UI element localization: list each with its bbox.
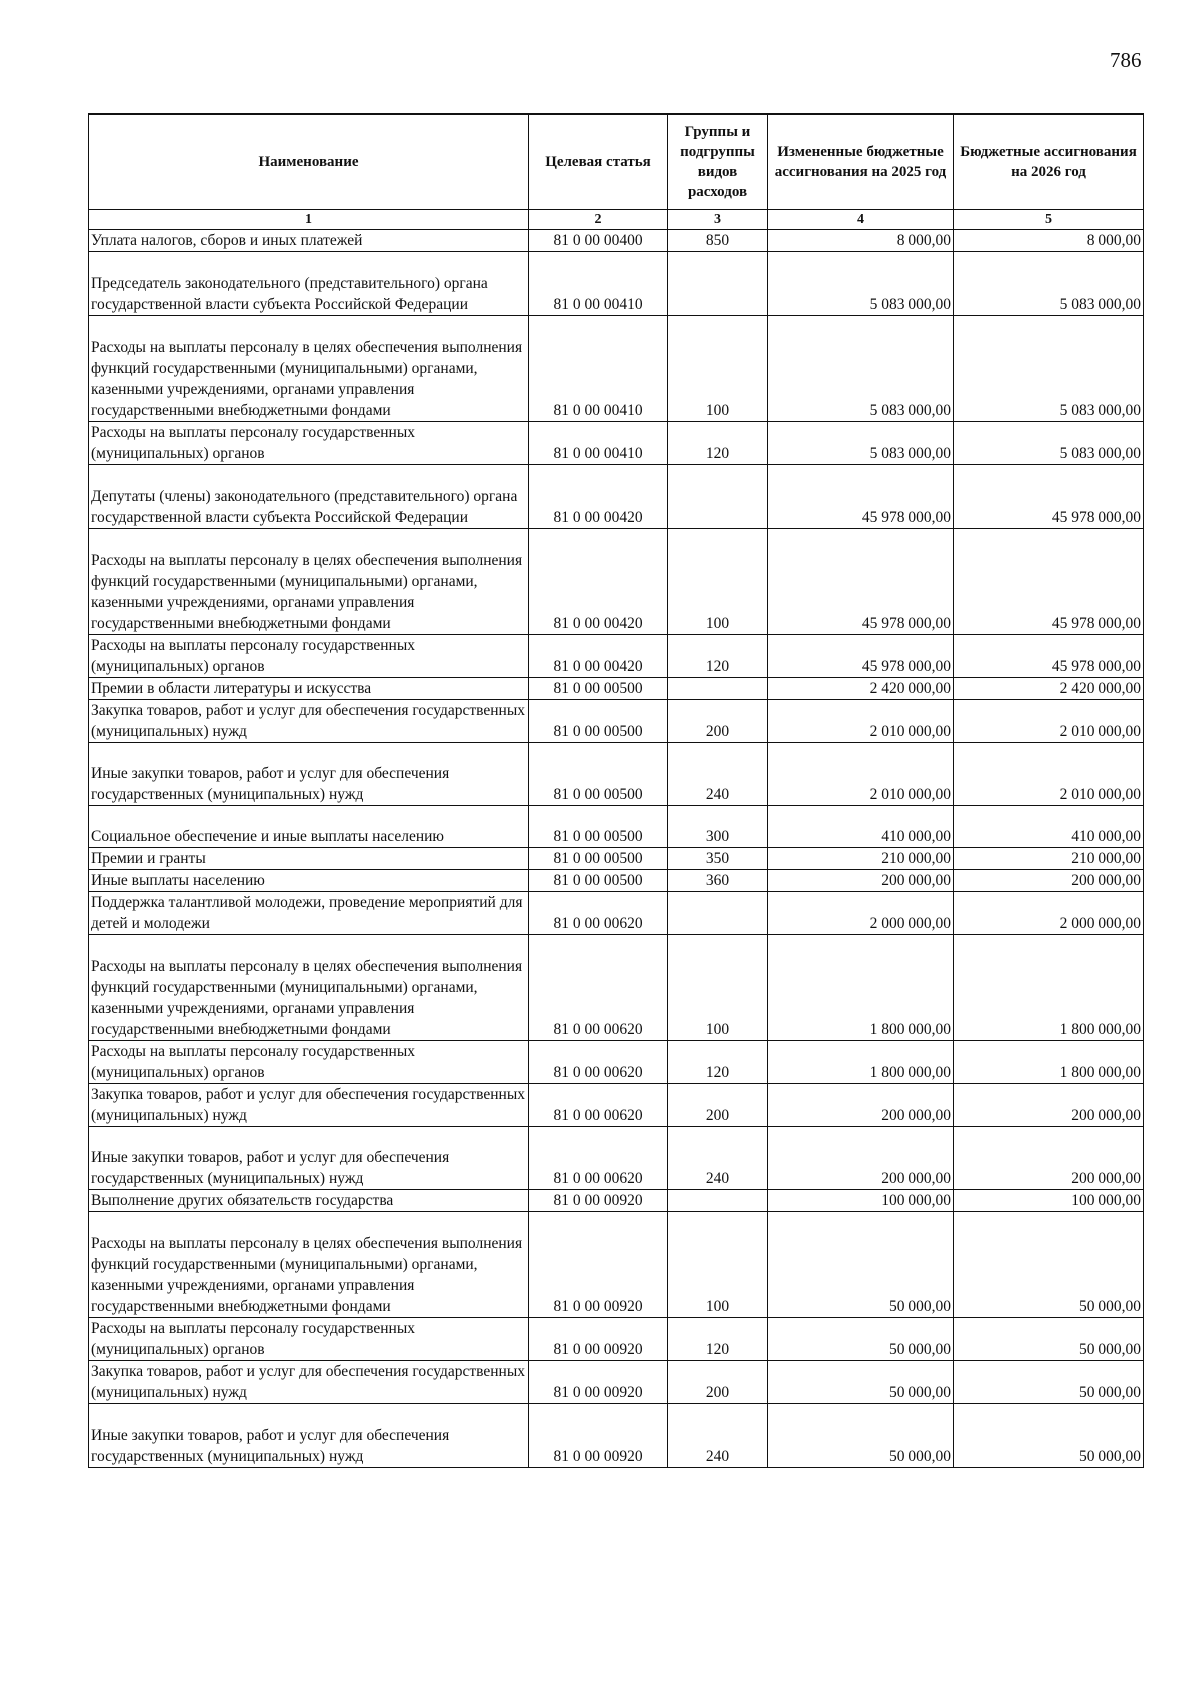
row-target-article: 81 0 00 00620 — [529, 892, 668, 935]
row-expense-group: 240 — [668, 1404, 768, 1468]
row-amount-2026: 2 420 000,00 — [954, 678, 1144, 700]
row-amount-2026: 5 083 000,00 — [954, 252, 1144, 316]
row-amount-2026: 50 000,00 — [954, 1404, 1144, 1468]
table-row — [89, 1084, 1144, 1127]
row-target-article: 81 0 00 00920 — [529, 1318, 668, 1361]
table-row — [89, 252, 1144, 316]
row-name: Расходы на выплаты персоналу государственных (муниципальных) органов — [89, 1041, 529, 1084]
column-number: 4 — [768, 210, 954, 230]
row-expense-group: 100 — [668, 529, 768, 635]
table-row — [89, 700, 1144, 743]
table-row — [89, 1190, 1144, 1212]
row-amount-2026: 2 010 000,00 — [954, 743, 1144, 806]
row-amount-2026: 100 000,00 — [954, 1190, 1144, 1212]
row-name: Расходы на выплаты персоналу государственных (муниципальных) органов — [89, 635, 529, 678]
row-amount-2026: 50 000,00 — [954, 1212, 1144, 1318]
header-row — [89, 114, 1144, 210]
row-amount-2025: 50 000,00 — [768, 1404, 954, 1468]
row-expense-group — [668, 678, 768, 700]
row-target-article: 81 0 00 00920 — [529, 1361, 668, 1404]
row-target-article: 81 0 00 00500 — [529, 743, 668, 806]
table-row — [89, 422, 1144, 465]
row-name: Расходы на выплаты персоналу в целях обеспечения выполнения функций государственными (муниципальными) органами, казенными учреждениями, органами управления государственными внебюджетными фондами — [89, 529, 529, 635]
table-row — [89, 230, 1144, 252]
row-amount-2026: 1 800 000,00 — [954, 1041, 1144, 1084]
row-name: Поддержка талантливой молодежи, проведение мероприятий для детей и молодежи — [89, 892, 529, 935]
row-amount-2026: 200 000,00 — [954, 1127, 1144, 1190]
row-amount-2026: 2 010 000,00 — [954, 700, 1144, 743]
table-row — [89, 1041, 1144, 1084]
column-number: 2 — [529, 210, 668, 230]
row-amount-2025: 2 010 000,00 — [768, 700, 954, 743]
row-amount-2025: 410 000,00 — [768, 806, 954, 848]
row-amount-2026: 5 083 000,00 — [954, 422, 1144, 465]
row-target-article: 81 0 00 00410 — [529, 422, 668, 465]
row-amount-2025: 45 978 000,00 — [768, 529, 954, 635]
row-target-article: 81 0 00 00420 — [529, 529, 668, 635]
row-expense-group — [668, 252, 768, 316]
row-target-article: 81 0 00 00400 — [529, 230, 668, 252]
column-number: 1 — [89, 210, 529, 230]
row-target-article: 81 0 00 00500 — [529, 806, 668, 848]
row-expense-group: 360 — [668, 870, 768, 892]
row-target-article: 81 0 00 00920 — [529, 1190, 668, 1212]
row-name: Расходы на выплаты персоналу в целях обеспечения выполнения функций государственными (муниципальными) органами, казенными учреждениями, органами управления государственными внебюджетными фондами — [89, 1212, 529, 1318]
table-row — [89, 1212, 1144, 1318]
budget-table — [88, 113, 1144, 1468]
column-number: 5 — [954, 210, 1144, 230]
table-row — [89, 870, 1144, 892]
header-amount-2026: Бюджетные ассигнования на 2026 год — [954, 114, 1144, 210]
row-amount-2025: 45 978 000,00 — [768, 465, 954, 529]
row-expense-group: 300 — [668, 806, 768, 848]
row-amount-2025: 8 000,00 — [768, 230, 954, 252]
row-amount-2026: 45 978 000,00 — [954, 635, 1144, 678]
row-amount-2025: 5 083 000,00 — [768, 316, 954, 422]
table-row — [89, 316, 1144, 422]
row-amount-2025: 1 800 000,00 — [768, 935, 954, 1041]
row-amount-2025: 200 000,00 — [768, 870, 954, 892]
table-row — [89, 935, 1144, 1041]
row-target-article: 81 0 00 00420 — [529, 465, 668, 529]
table-row — [89, 1318, 1144, 1361]
row-expense-group — [668, 892, 768, 935]
row-name: Иные закупки товаров, работ и услуг для обеспечения государственных (муниципальных) нужд — [89, 1127, 529, 1190]
table-row — [89, 848, 1144, 870]
row-target-article: 81 0 00 00620 — [529, 935, 668, 1041]
row-target-article: 81 0 00 00620 — [529, 1084, 668, 1127]
row-expense-group: 120 — [668, 422, 768, 465]
row-name: Уплата налогов, сборов и иных платежей — [89, 230, 529, 252]
header-name: Наименование — [89, 114, 529, 210]
row-amount-2026: 50 000,00 — [954, 1361, 1144, 1404]
row-name: Выполнение других обязательств государства — [89, 1190, 529, 1212]
row-expense-group: 200 — [668, 1084, 768, 1127]
table-row — [89, 465, 1144, 529]
row-name: Иные закупки товаров, работ и услуг для обеспечения государственных (муниципальных) нужд — [89, 1404, 529, 1468]
table-row — [89, 1404, 1144, 1468]
row-expense-group: 200 — [668, 1361, 768, 1404]
row-amount-2026: 200 000,00 — [954, 870, 1144, 892]
row-amount-2025: 100 000,00 — [768, 1190, 954, 1212]
row-name: Закупка товаров, работ и услуг для обеспечения государственных (муниципальных) нужд — [89, 700, 529, 743]
header-target-article: Целевая статья — [529, 114, 668, 210]
row-expense-group — [668, 465, 768, 529]
row-target-article: 81 0 00 00920 — [529, 1404, 668, 1468]
row-name: Депутаты (члены) законодательного (представительного) органа государственной власти субъекта Российской Федерации — [89, 465, 529, 529]
row-amount-2026: 200 000,00 — [954, 1084, 1144, 1127]
table-row — [89, 743, 1144, 806]
row-expense-group: 100 — [668, 935, 768, 1041]
row-amount-2025: 50 000,00 — [768, 1361, 954, 1404]
row-amount-2026: 5 083 000,00 — [954, 316, 1144, 422]
row-target-article: 81 0 00 00920 — [529, 1212, 668, 1318]
header-expense-groups: Группы и подгруппы видов расходов — [668, 114, 768, 210]
column-number-row — [89, 210, 1144, 230]
row-amount-2026: 45 978 000,00 — [954, 529, 1144, 635]
row-name: Закупка товаров, работ и услуг для обеспечения государственных (муниципальных) нужд — [89, 1084, 529, 1127]
row-amount-2025: 50 000,00 — [768, 1212, 954, 1318]
row-expense-group: 100 — [668, 316, 768, 422]
row-amount-2025: 2 420 000,00 — [768, 678, 954, 700]
row-amount-2025: 1 800 000,00 — [768, 1041, 954, 1084]
header-amount-2025: Измененные бюджетные ассигнования на 2025 год — [768, 114, 954, 210]
row-expense-group: 100 — [668, 1212, 768, 1318]
row-target-article: 81 0 00 00410 — [529, 316, 668, 422]
row-amount-2025: 2 010 000,00 — [768, 743, 954, 806]
row-name: Расходы на выплаты персоналу в целях обеспечения выполнения функций государственными (муниципальными) органами, казенными учреждениями, органами управления государственными внебюджетными фондами — [89, 935, 529, 1041]
row-name: Премии в области литературы и искусства — [89, 678, 529, 700]
page-number: 786 — [1110, 48, 1142, 72]
table-row — [89, 892, 1144, 935]
row-amount-2025: 5 083 000,00 — [768, 252, 954, 316]
row-amount-2026: 50 000,00 — [954, 1318, 1144, 1361]
row-expense-group: 850 — [668, 230, 768, 252]
row-name: Расходы на выплаты персоналу государственных (муниципальных) органов — [89, 1318, 529, 1361]
row-expense-group: 240 — [668, 1127, 768, 1190]
row-expense-group: 200 — [668, 700, 768, 743]
row-expense-group: 350 — [668, 848, 768, 870]
row-target-article: 81 0 00 00500 — [529, 870, 668, 892]
row-target-article: 81 0 00 00420 — [529, 635, 668, 678]
row-amount-2025: 200 000,00 — [768, 1084, 954, 1127]
table-row — [89, 678, 1144, 700]
table-row — [89, 529, 1144, 635]
row-target-article: 81 0 00 00500 — [529, 848, 668, 870]
row-amount-2026: 2 000 000,00 — [954, 892, 1144, 935]
row-amount-2025: 45 978 000,00 — [768, 635, 954, 678]
table-body — [89, 230, 1144, 1468]
row-name: Иные выплаты населению — [89, 870, 529, 892]
row-amount-2025: 210 000,00 — [768, 848, 954, 870]
row-name: Председатель законодательного (представительного) органа государственной власти субъекта Российской Федерации — [89, 252, 529, 316]
row-name: Расходы на выплаты персоналу в целях обеспечения выполнения функций государственными (муниципальными) органами, казенными учреждениями, органами управления государственными внебюджетными фондами — [89, 316, 529, 422]
row-expense-group: 240 — [668, 743, 768, 806]
table-header — [89, 114, 1144, 230]
row-expense-group: 120 — [668, 1318, 768, 1361]
row-expense-group: 120 — [668, 1041, 768, 1084]
row-amount-2026: 8 000,00 — [954, 230, 1144, 252]
column-number: 3 — [668, 210, 768, 230]
row-amount-2025: 5 083 000,00 — [768, 422, 954, 465]
row-target-article: 81 0 00 00620 — [529, 1041, 668, 1084]
row-amount-2025: 200 000,00 — [768, 1127, 954, 1190]
row-target-article: 81 0 00 00500 — [529, 678, 668, 700]
row-name: Премии и гранты — [89, 848, 529, 870]
row-target-article: 81 0 00 00500 — [529, 700, 668, 743]
row-name: Социальное обеспечение и иные выплаты населению — [89, 806, 529, 848]
row-target-article: 81 0 00 00620 — [529, 1127, 668, 1190]
row-amount-2025: 50 000,00 — [768, 1318, 954, 1361]
table-row — [89, 635, 1144, 678]
table-row — [89, 806, 1144, 848]
row-expense-group — [668, 1190, 768, 1212]
row-name: Расходы на выплаты персоналу государственных (муниципальных) органов — [89, 422, 529, 465]
row-target-article: 81 0 00 00410 — [529, 252, 668, 316]
row-amount-2026: 45 978 000,00 — [954, 465, 1144, 529]
row-amount-2026: 410 000,00 — [954, 806, 1144, 848]
row-name: Закупка товаров, работ и услуг для обеспечения государственных (муниципальных) нужд — [89, 1361, 529, 1404]
row-amount-2025: 2 000 000,00 — [768, 892, 954, 935]
row-amount-2026: 1 800 000,00 — [954, 935, 1144, 1041]
table-row — [89, 1361, 1144, 1404]
row-name: Иные закупки товаров, работ и услуг для обеспечения государственных (муниципальных) нужд — [89, 743, 529, 806]
row-amount-2026: 210 000,00 — [954, 848, 1144, 870]
row-expense-group: 120 — [668, 635, 768, 678]
table-row — [89, 1127, 1144, 1190]
